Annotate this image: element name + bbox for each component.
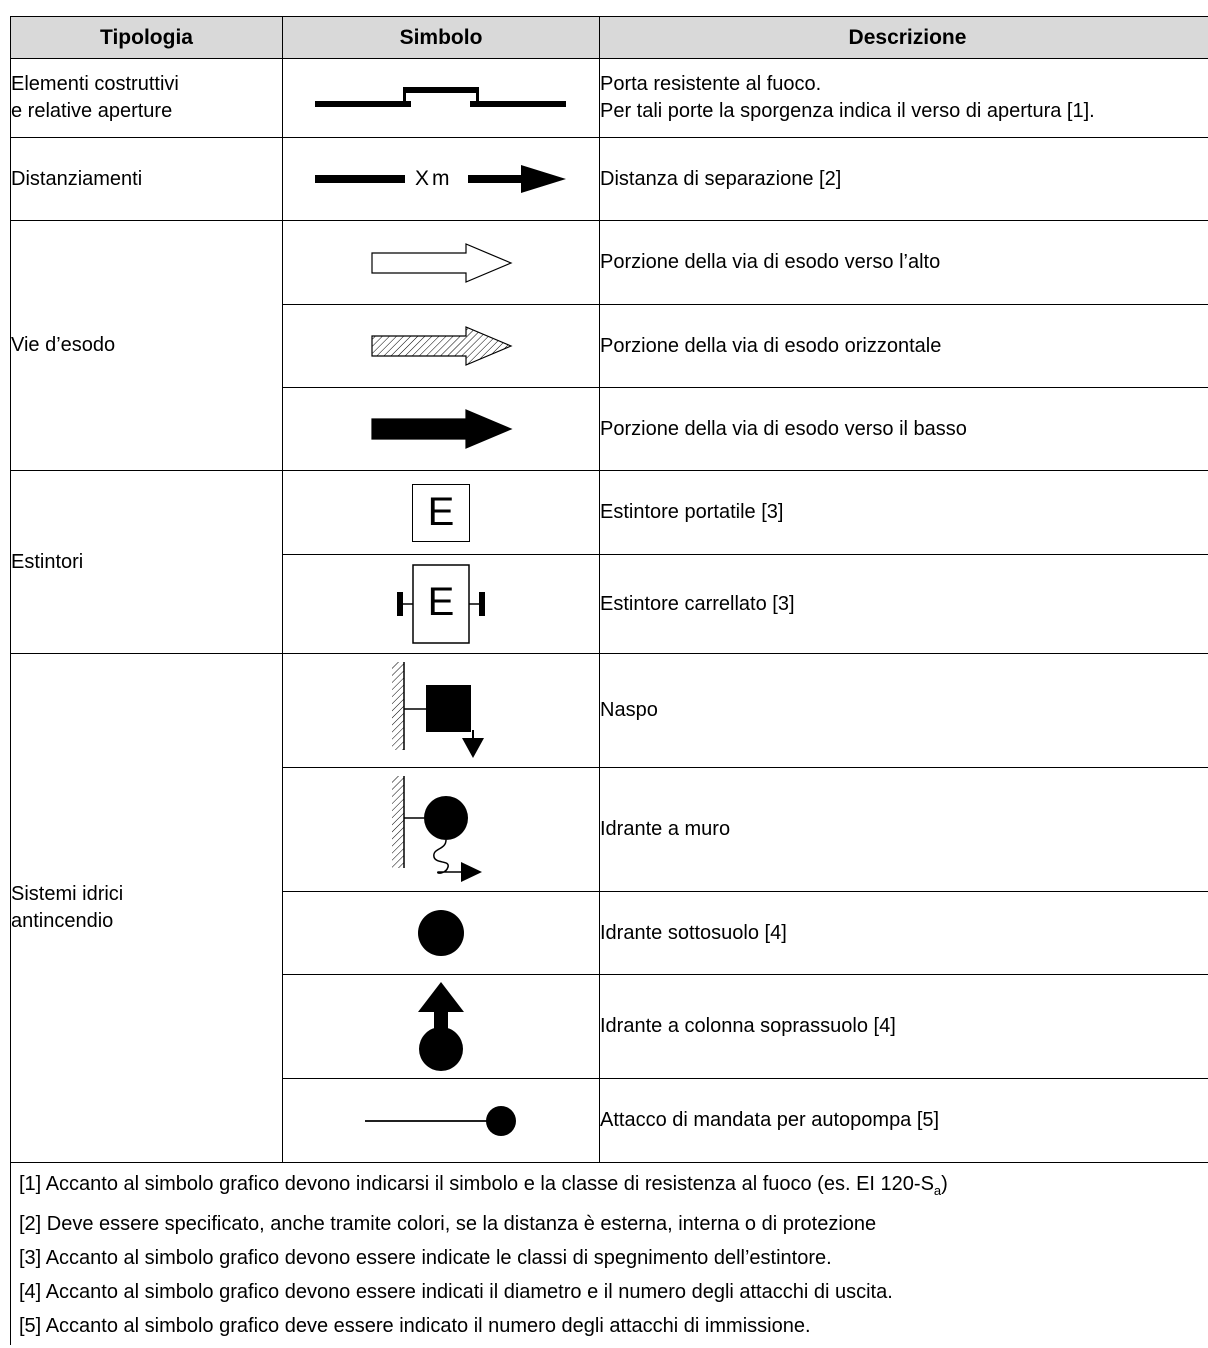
symbols-table <box>10 16 1208 1345</box>
underground-hydrant-icon <box>416 908 466 958</box>
description-sottosuolo: Idrante sottosuolo [4] <box>600 892 1208 975</box>
table-row <box>11 221 1208 305</box>
pump-connection-icon <box>361 1103 521 1139</box>
distance-label: Xm <box>415 167 453 190</box>
note-3: [3] Accanto al simbolo grafico devono essere indicate le classi di spegnimento dell’estintore. <box>19 1247 832 1269</box>
wall-hydrant-icon <box>386 774 496 886</box>
symbol-cell <box>283 1079 600 1163</box>
symbol-cell <box>283 555 600 654</box>
table-row <box>11 59 1208 138</box>
description-naspo: Naspo <box>600 654 1208 768</box>
description-distanza: Distanza di separazione [2] <box>600 138 1208 221</box>
fire-door-icon <box>311 78 571 118</box>
table-row <box>11 471 1208 555</box>
portable-extinguisher-icon <box>412 484 470 542</box>
table-row <box>11 138 1208 221</box>
note-5: [5] Accanto al simbolo grafico deve essere indicato il numero degli attacchi di immissione. <box>19 1315 811 1337</box>
table-row <box>11 654 1208 768</box>
description-muro: Idrante a muro <box>600 768 1208 892</box>
description-orizzontale: Porzione della via di esodo orizzontale <box>600 305 1208 388</box>
group-distanziamenti: Distanziamenti <box>11 138 283 221</box>
extinguisher-letter: E <box>427 580 455 624</box>
symbol-cell <box>283 221 600 305</box>
separation-distance-icon <box>311 161 571 197</box>
description-porta: Porta resistente al fuoco. Per tali porte la sporgenza indica il verso di apertura [1]. <box>600 59 1208 138</box>
filled-arrow-icon <box>366 407 516 451</box>
header-tipologia: Tipologia <box>11 17 283 59</box>
header-descrizione: Descrizione <box>600 17 1208 59</box>
hatched-arrow-icon <box>366 324 516 368</box>
symbol-cell <box>283 975 600 1079</box>
notes-cell <box>11 1163 1208 1346</box>
header-simbolo: Simbolo <box>283 17 600 59</box>
pillar-hydrant-icon <box>414 981 468 1073</box>
symbol-cell <box>283 654 600 768</box>
symbol-cell <box>283 138 600 221</box>
extinguisher-letter: E <box>427 489 455 534</box>
header-row <box>11 17 1208 59</box>
description-colonna: Idrante a colonna soprassuolo [4] <box>600 975 1208 1079</box>
group-elementi-costruttivi: Elementi costruttivi e relative aperture <box>11 59 283 138</box>
group-estintori: Estintori <box>11 471 283 654</box>
description-alto: Porzione della via di esodo verso l’alto <box>600 221 1208 305</box>
symbol-cell <box>283 768 600 892</box>
wheeled-extinguisher-icon <box>396 563 486 645</box>
description-carrellato: Estintore carrellato [3] <box>600 555 1208 654</box>
group-sistemi-idrici: Sistemi idrici antincendio <box>11 654 283 1163</box>
hose-reel-icon <box>386 660 496 762</box>
symbol-cell <box>283 305 600 388</box>
description-basso: Porzione della via di esodo verso il basso <box>600 388 1208 471</box>
symbol-cell <box>283 892 600 975</box>
description-attacco: Attacco di mandata per autopompa [5] <box>600 1079 1208 1163</box>
symbol-cell <box>283 388 600 471</box>
symbol-cell <box>283 471 600 555</box>
note-1: [1] Accanto al simbolo grafico devono indicarsi il simbolo e la classe di resistenza al fuoco (es. EI $120-S_a$) <box>19 1173 948 1198</box>
outline-arrow-icon <box>366 241 516 285</box>
note-2: [2] Deve essere specificato, anche tramite colori, se la distanza è esterna, interna o di protezione <box>19 1213 877 1235</box>
description-portatile: Estintore portatile [3] <box>600 471 1208 555</box>
notes-row <box>11 1163 1208 1346</box>
symbol-cell <box>283 59 600 138</box>
group-vie-esodo: Vie d’esodo <box>11 221 283 471</box>
note-4: [4] Accanto al simbolo grafico devono essere indicati il diametro e il numero degli attacchi di uscita. <box>19 1281 893 1303</box>
